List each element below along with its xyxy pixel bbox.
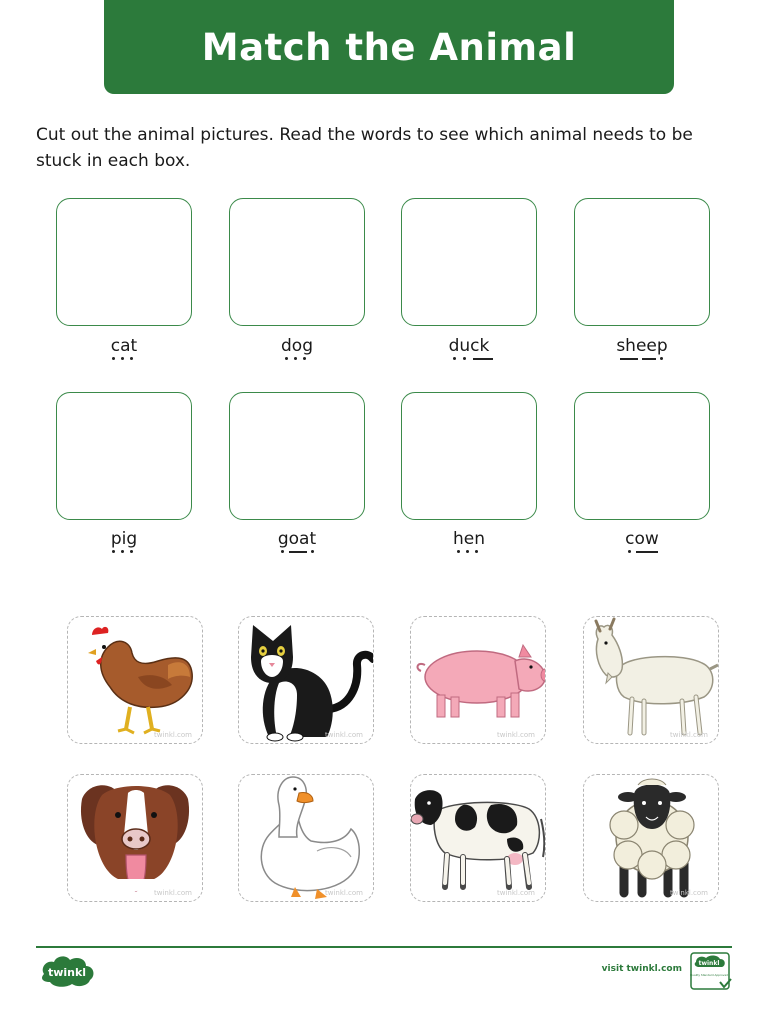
watermark: twinkl.com xyxy=(324,889,363,897)
pig-icon xyxy=(411,617,546,744)
picture-card-pig[interactable] xyxy=(410,616,546,744)
duck-icon xyxy=(239,775,374,902)
sound-buttons xyxy=(56,548,192,556)
quality-badge-icon xyxy=(690,952,732,992)
sound-buttons xyxy=(401,355,537,363)
picture-card-cow[interactable] xyxy=(410,774,546,902)
picture-card-duck[interactable] xyxy=(238,774,374,902)
badge-text: Quality Standard Approved xyxy=(690,973,728,977)
word-label: sheep xyxy=(616,336,668,356)
page-title: Match the Animal xyxy=(201,25,577,69)
word-label: cow xyxy=(625,529,659,549)
watermark: twinkl.com xyxy=(153,731,192,739)
title-banner xyxy=(104,0,674,94)
word-label: goat xyxy=(277,529,317,549)
match-box-pig[interactable] xyxy=(56,392,192,520)
dog-icon xyxy=(68,775,203,902)
footer-divider xyxy=(36,946,732,948)
picture-card-dog[interactable] xyxy=(67,774,203,902)
picture-card-cat[interactable] xyxy=(238,616,374,744)
word-label: hen xyxy=(452,529,485,549)
cow-icon xyxy=(411,775,546,902)
match-box-sheep[interactable] xyxy=(574,198,710,326)
twinkl-logo xyxy=(38,954,96,988)
sound-buttons xyxy=(56,355,192,363)
watermark: twinkl.com xyxy=(496,889,535,897)
cat-icon xyxy=(239,617,374,744)
watermark: twinkl.com xyxy=(669,731,708,739)
watermark: twinkl.com xyxy=(153,889,192,897)
sound-buttons xyxy=(229,355,365,363)
hen-icon xyxy=(68,617,203,744)
goat-icon xyxy=(584,617,719,744)
word-label: cat xyxy=(110,336,138,356)
word-label: pig xyxy=(110,529,138,549)
sound-buttons xyxy=(574,355,710,363)
match-box-goat[interactable] xyxy=(229,392,365,520)
sound-buttons xyxy=(574,548,710,556)
instructions-text: Cut out the animal pictures. Read the words to see which animal needs to be stuck in each box. xyxy=(36,125,693,171)
match-box-duck[interactable] xyxy=(401,198,537,326)
match-box-hen[interactable] xyxy=(401,392,537,520)
logo-text: twinkl xyxy=(47,966,87,979)
watermark: twinkl.com xyxy=(669,889,708,897)
badge-title: twinkl xyxy=(698,960,720,967)
match-box-cat[interactable] xyxy=(56,198,192,326)
visit-link[interactable]: visit twinkl.com xyxy=(601,964,682,974)
word-label: duck xyxy=(448,336,490,356)
match-box-cow[interactable] xyxy=(574,392,710,520)
sound-buttons xyxy=(229,548,365,556)
word-label: dog xyxy=(281,336,313,356)
watermark: twinkl.com xyxy=(324,731,363,739)
sound-buttons xyxy=(401,548,537,556)
picture-card-sheep[interactable] xyxy=(583,774,719,902)
picture-card-goat[interactable] xyxy=(583,616,719,744)
sheep-icon xyxy=(584,775,719,902)
watermark: twinkl.com xyxy=(496,731,535,739)
match-box-dog[interactable] xyxy=(229,198,365,326)
picture-card-hen[interactable] xyxy=(67,616,203,744)
